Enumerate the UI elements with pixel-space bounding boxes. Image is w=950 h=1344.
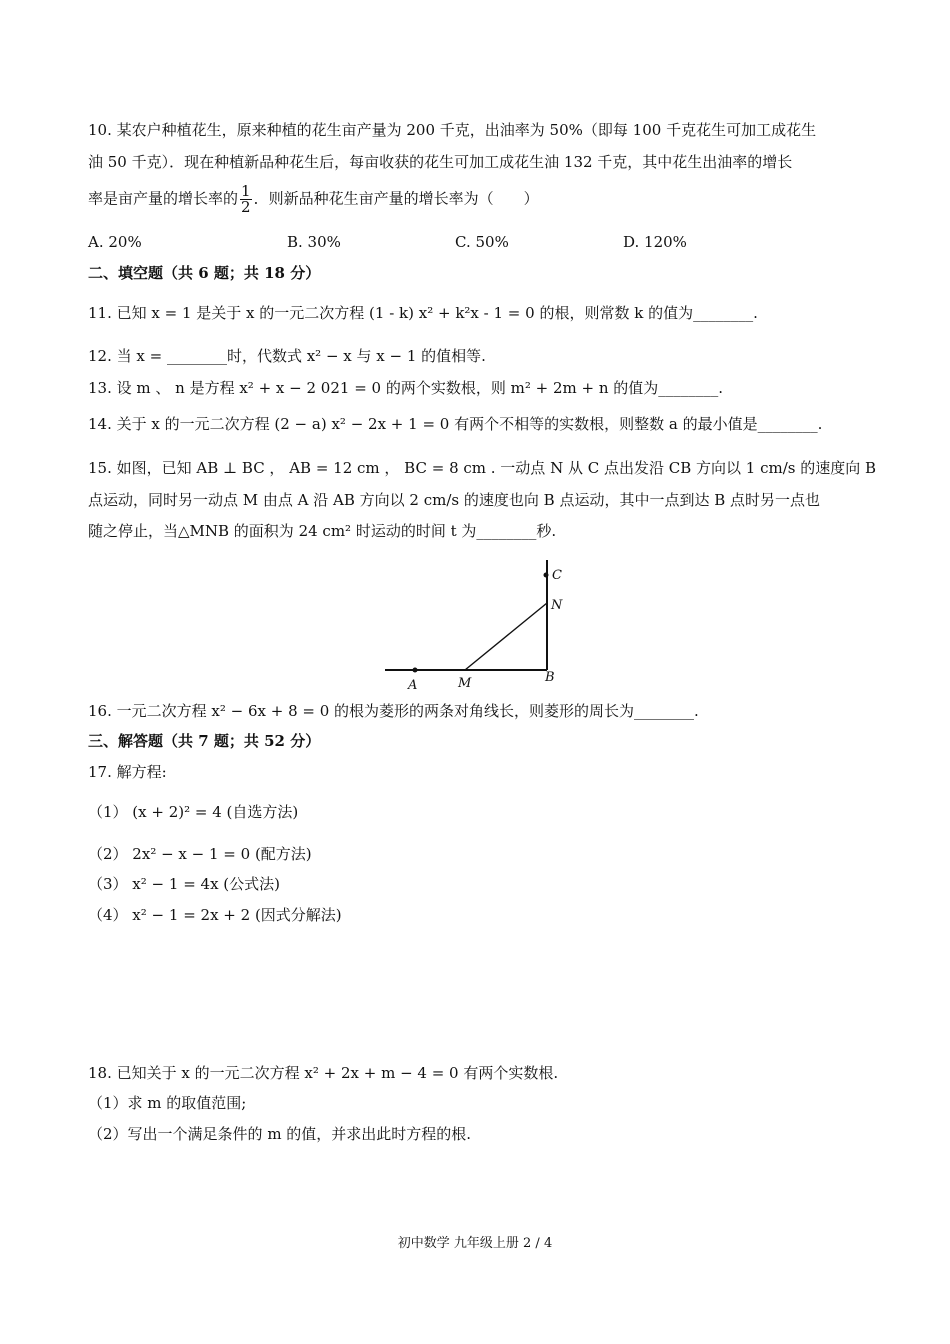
label-b: B: [545, 670, 555, 685]
q17-item-2: （2） 2x² − x − 1 = 0 (配方法): [88, 845, 312, 863]
q16: 16. 一元二次方程 x² − 6x + 8 = 0 的根为菱形的两条对角线长，则菱形的周长为________.: [88, 702, 699, 720]
q17-item-3: （3） x² − 1 = 4x (公式法): [88, 875, 281, 893]
section-fill-in-heading: 二、填空题（共 6 题；共 18 分）: [88, 264, 321, 282]
q15-line1: 15. 如图，已知 AB ⊥ BC ， AB = 12 cm ， BC = 8 cm . 一动点 N 从 C 点出发沿 CB 方向以 1 cm/s 的速度向 B: [88, 459, 877, 477]
label-m: M: [458, 676, 472, 691]
q14: 14. 关于 x 的一元二次方程 (2 − a) x² − 2x + 1 = 0 有两个不相等的实数根，则整数 a 的最小值是________.: [88, 415, 823, 433]
q18-title: 18. 已知关于 x 的一元二次方程 x² + 2x + m − 4 = 0 有两个实数根.: [88, 1064, 559, 1082]
q10-line3-post: ．则新品种花生亩产量的增长率为（ ）: [253, 189, 539, 208]
fraction-numerator: 1: [241, 182, 251, 200]
label-n: N: [551, 598, 563, 613]
q10-option-b: B. 30%: [287, 233, 341, 251]
point-c: [544, 573, 549, 578]
q11: 11. 已知 x = 1 是关于 x 的一元二次方程 (1 - k) x² + k²x - 1 = 0 的根，则常数 k 的值为________.: [88, 304, 758, 322]
q10-option-c: C. 50%: [455, 233, 509, 251]
q15-line2: 点运动，同时另一动点 M 由点 A 沿 AB 方向以 2 cm/s 的速度也向 B 点运动，其中一点到达 B 点时另一点也: [88, 491, 821, 509]
point-a: [413, 668, 418, 673]
page-footer: 初中数学 九年级上册 2 / 4: [397, 1236, 553, 1251]
label-a: A: [408, 678, 418, 693]
q10-option-a: A. 20%: [88, 233, 142, 251]
q10-option-d: D. 120%: [623, 233, 687, 251]
geometry-figure: [380, 560, 580, 695]
line-mn: [465, 603, 547, 670]
q13: 13. 设 m 、 n 是方程 x² + x − 2 021 = 0 的两个实数根，则 m² + 2m + n 的值为________.: [88, 379, 724, 397]
q17-item-4: （4） x² − 1 = 2x + 2 (因式分解法): [88, 906, 342, 924]
q18-item-1: （1）求 m 的取值范围;: [88, 1094, 247, 1112]
q17-item-1: （1） (x + 2)² = 4 (自选方法): [88, 803, 299, 821]
section-answer-heading: 三、解答题（共 7 题；共 52 分）: [88, 732, 321, 750]
q10-line1: 10. 某农户种植花生，原来种植的花生亩产量为 200 千克，出油率为 50%（即每 100 千克花生可加工成花生: [88, 121, 817, 139]
q10-line2: 油 50 千克）．现在种植新品种花生后，每亩收获的花生可加工成花生油 132 千克，其中花生出油率的增长: [88, 153, 793, 171]
q15-line3: 随之停止，当△MNB 的面积为 24 cm² 时运动的时间 t 为________秒.: [88, 522, 557, 540]
q12: 12. 当 x = ________时，代数式 x² − x 与 x − 1 的值相等.: [88, 347, 486, 365]
q18-item-2: （2）写出一个满足条件的 m 的值，并求出此时方程的根.: [88, 1125, 472, 1143]
label-c: C: [552, 568, 562, 583]
fraction-one-half: [240, 184, 252, 215]
q10-line3: [88, 184, 539, 215]
q10-line3-pre: 率是亩产量的增长率的: [88, 189, 239, 208]
fraction-denominator: 2: [241, 198, 251, 216]
q17-title: 17. 解方程:: [88, 763, 167, 781]
